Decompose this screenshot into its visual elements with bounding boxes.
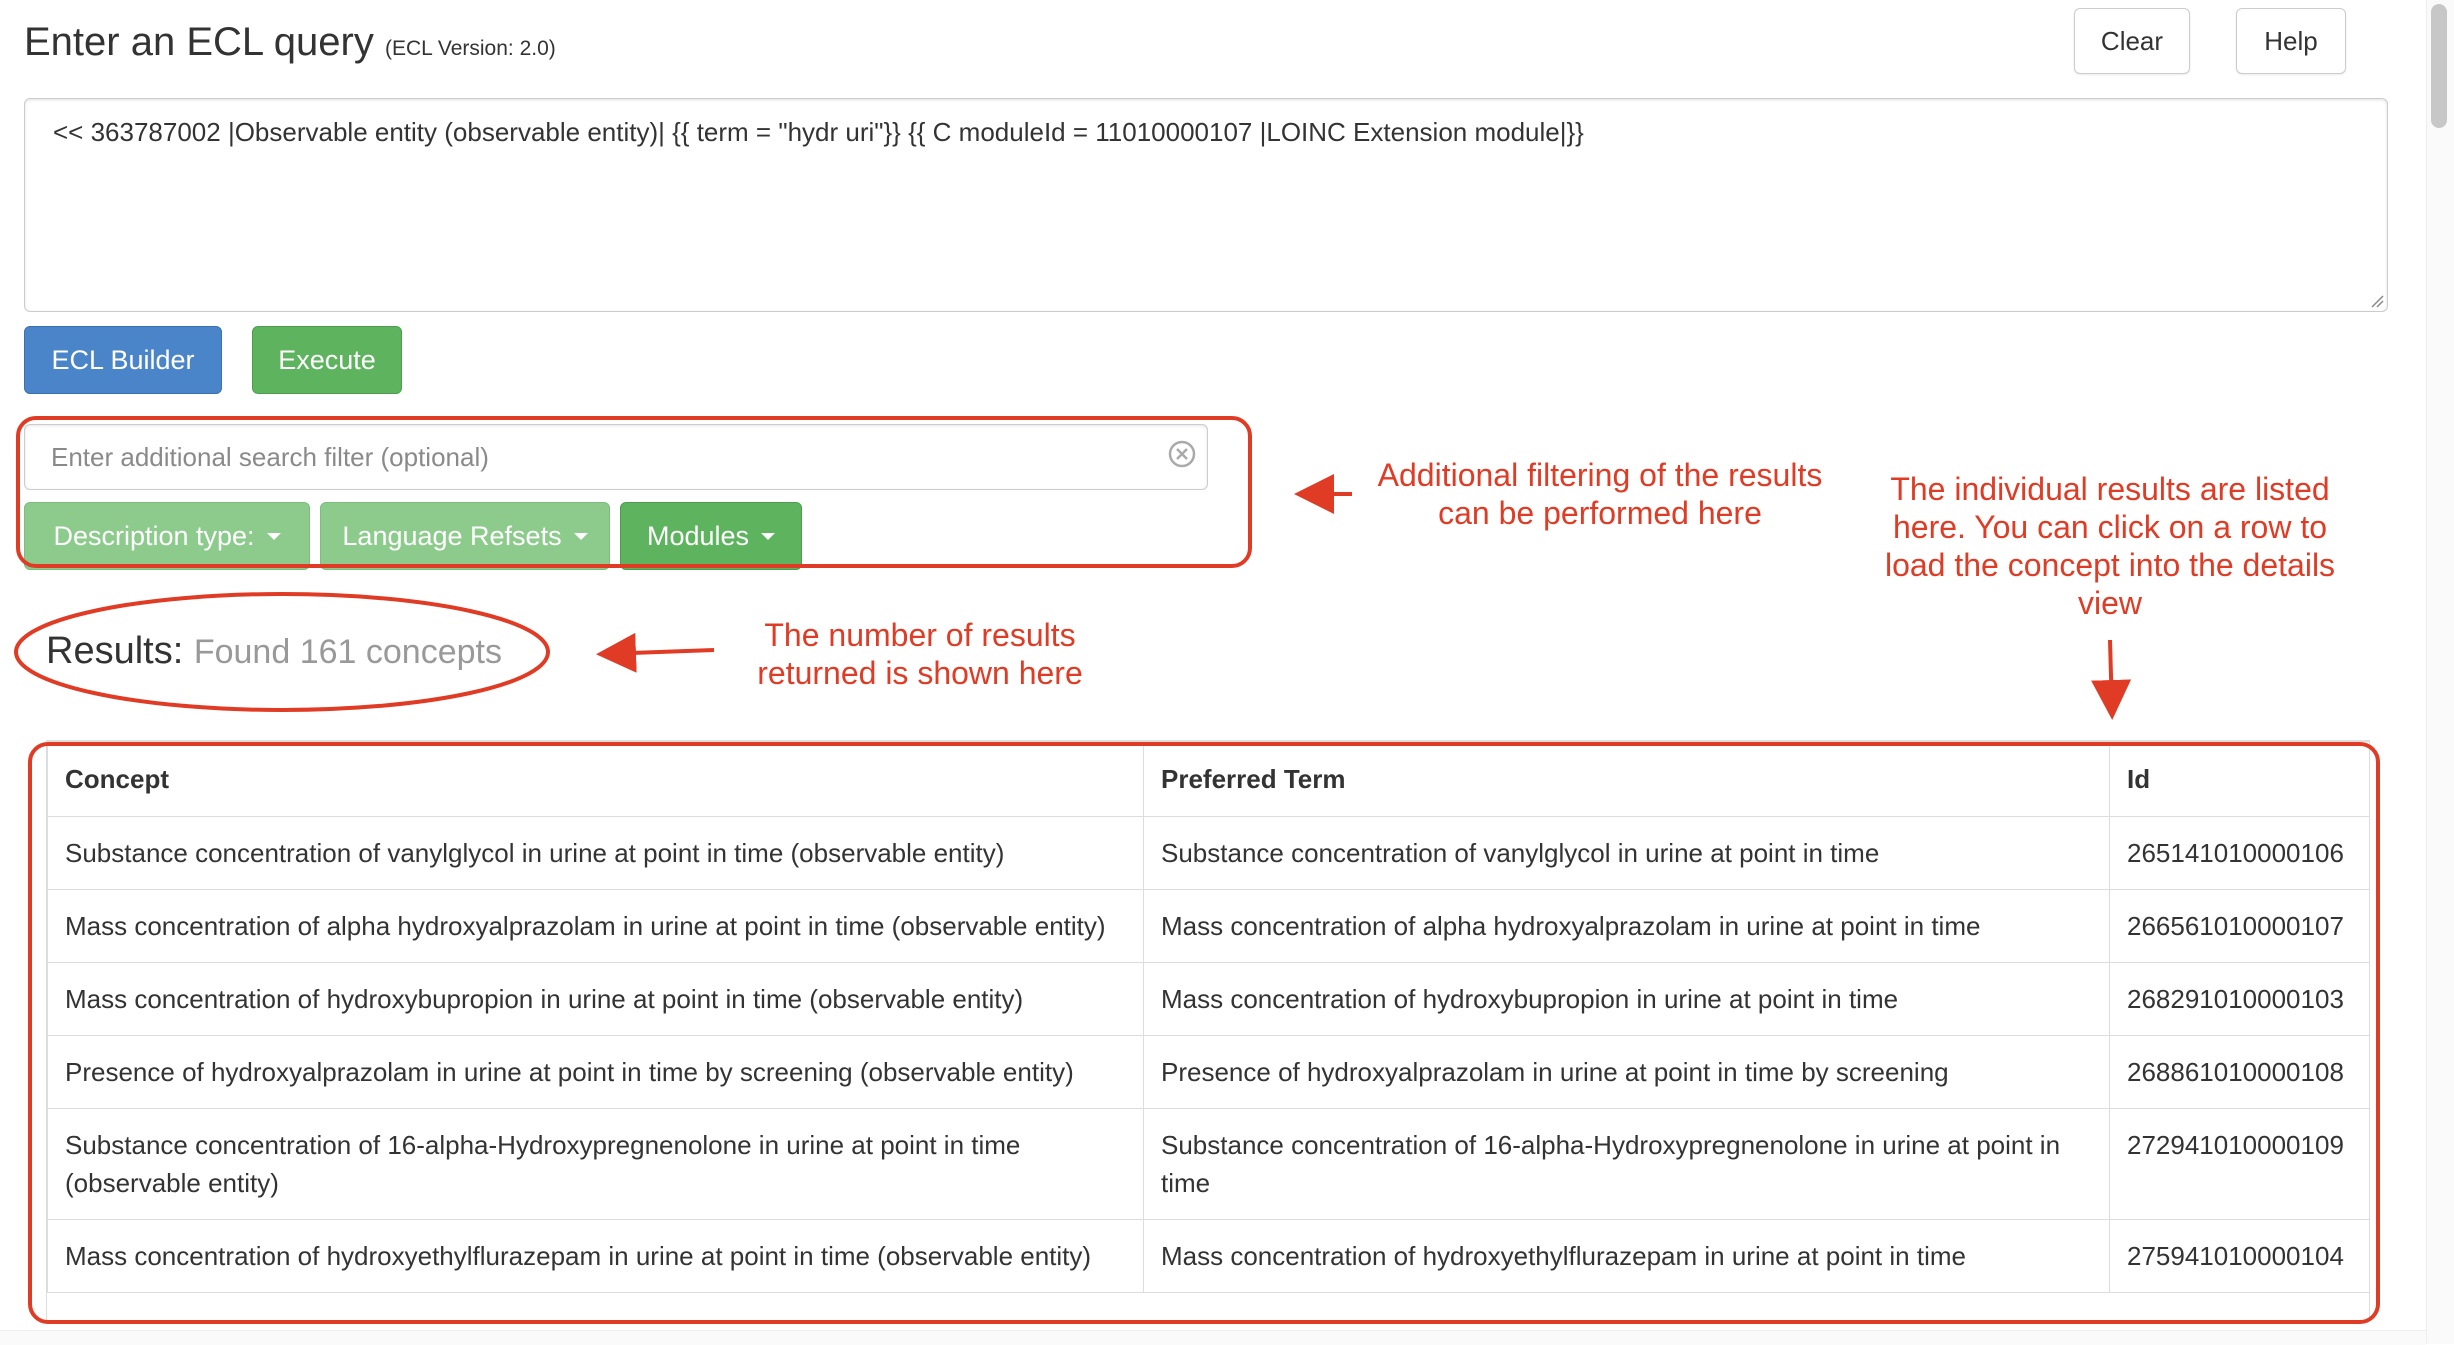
modules-label: Modules (646, 520, 750, 551)
cell-id: 265141010000106 (2110, 817, 2370, 890)
column-header-id: Id (2110, 742, 2370, 817)
vertical-scrollbar[interactable] (2426, 0, 2454, 1344)
results-table-container (46, 740, 2370, 1321)
results-header (46, 630, 502, 673)
page-title-text: Enter an ECL query (24, 20, 374, 64)
column-header-concept: Concept (48, 742, 1144, 817)
execute-button[interactable]: Execute (252, 326, 402, 394)
cell-id: 272941010000109 (2110, 1109, 2370, 1220)
description-type-dropdown[interactable] (24, 502, 310, 570)
horizontal-scrollbar[interactable] (0, 1330, 2426, 1345)
help-button[interactable]: Help (2236, 8, 2346, 74)
arrow-down-icon (2110, 640, 2112, 712)
table-row[interactable] (48, 963, 2370, 1036)
search-filter-input[interactable] (24, 424, 1208, 490)
page-title (24, 20, 556, 65)
description-type-label: Description type: (53, 520, 255, 551)
column-header-preferred-term: Preferred Term (1144, 742, 2110, 817)
clear-filter-icon[interactable] (1166, 438, 1198, 470)
chevron-down-icon (574, 533, 588, 540)
cell-preferred-term: Mass concentration of alpha hydroxyalprazolam in urine at point in time (1144, 890, 2110, 963)
cell-concept: Substance concentration of vanylglycol in urine at point in time (observable entity) (48, 817, 1144, 890)
ecl-builder-button[interactable]: ECL Builder (24, 326, 222, 394)
clear-button[interactable]: Clear (2074, 8, 2190, 74)
results-count: Found 161 concepts (193, 633, 502, 671)
table-row[interactable] (48, 890, 2370, 963)
cell-id: 268291010000103 (2110, 963, 2370, 1036)
table-row[interactable] (48, 817, 2370, 890)
ecl-version: (ECL Version: 2.0) (384, 37, 556, 60)
cell-preferred-term: Substance concentration of vanylglycol in urine at point in time (1144, 817, 2110, 890)
table-row[interactable] (48, 1109, 2370, 1220)
table-header-row (48, 742, 2370, 817)
results-table (47, 741, 2370, 1293)
cell-id: 266561010000107 (2110, 890, 2370, 963)
ecl-query-input[interactable] (24, 98, 2388, 312)
arrow-left-icon (604, 650, 714, 654)
cell-preferred-term: Mass concentration of hydroxyethylflurazepam in urine at point in time (1144, 1220, 2110, 1293)
cell-preferred-term: Presence of hydroxyalprazolam in urine at point in time by screening (1144, 1036, 2110, 1109)
modules-dropdown[interactable] (620, 502, 802, 570)
results-label: Results: (46, 630, 184, 672)
cell-concept: Substance concentration of 16-alpha-Hydroxypregnenolone in urine at point in time (observable entity) (48, 1109, 1144, 1220)
resize-grip-icon[interactable] (2370, 294, 2384, 308)
cell-id: 275941010000104 (2110, 1220, 2370, 1293)
table-row[interactable] (48, 1220, 2370, 1293)
cell-concept: Mass concentration of hydroxyethylflurazepam in urine at point in time (observable entity) (48, 1220, 1144, 1293)
language-refsets-dropdown[interactable] (320, 502, 610, 570)
cell-concept: Mass concentration of alpha hydroxyalprazolam in urine at point in time (observable entity) (48, 890, 1144, 963)
cell-preferred-term: Substance concentration of 16-alpha-Hydroxypregnenolone in urine at point in time (1144, 1109, 2110, 1220)
table-row[interactable] (48, 1036, 2370, 1109)
chevron-down-icon (761, 533, 775, 540)
cell-concept: Presence of hydroxyalprazolam in urine at point in time by screening (observable entity) (48, 1036, 1144, 1109)
language-refsets-label: Language Refsets (342, 520, 562, 551)
cell-id: 268861010000108 (2110, 1036, 2370, 1109)
annotation-rows: The individual results are listed here. You can click on a row to load the concept into the details view (1884, 471, 2336, 621)
cell-concept: Mass concentration of hydroxybupropion in urine at point in time (observable entity) (48, 963, 1144, 1036)
chevron-down-icon (267, 533, 281, 540)
annotation-count: The number of results returned is shown here (757, 617, 1083, 691)
cell-preferred-term: Mass concentration of hydroxybupropion in urine at point in time (1144, 963, 2110, 1036)
annotation-filtering: Additional filtering of the results can be performed here (1377, 457, 1823, 531)
scrollbar-thumb[interactable] (2431, 4, 2447, 128)
